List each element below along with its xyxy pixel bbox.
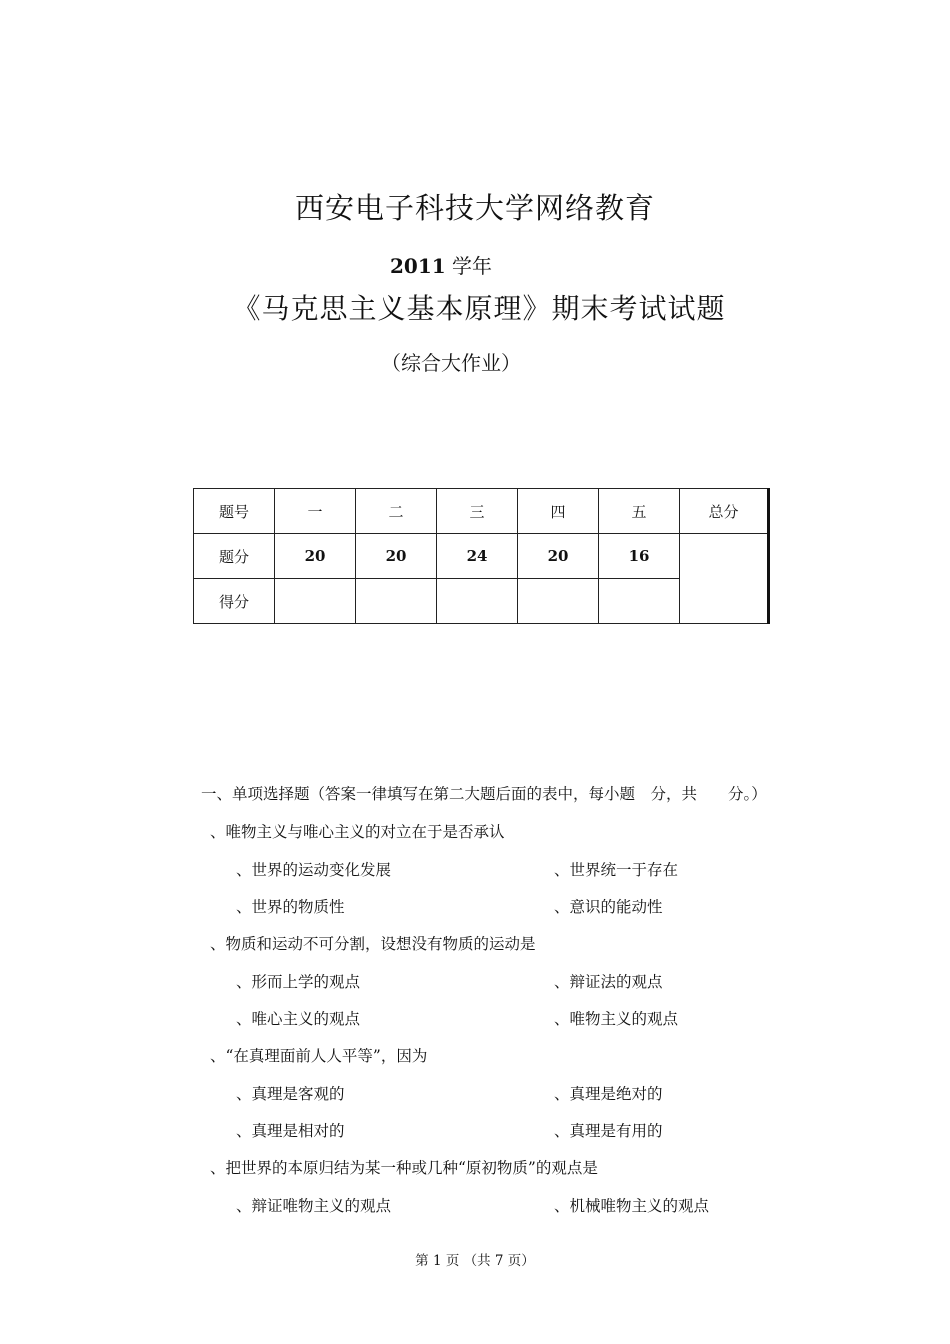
question-option: 、辩证唯物主义的观点: [236, 1197, 392, 1215]
header-cell-5: 五: [599, 489, 680, 534]
question-option: 、真理是绝对的: [554, 1085, 663, 1103]
earned-cell-5[interactable]: [599, 579, 680, 624]
earned-cell-3[interactable]: [437, 579, 518, 624]
question-option: 、唯物主义的观点: [554, 1010, 679, 1028]
header-cell-total: 总分: [680, 489, 769, 534]
school-title: 西安电子科技大学网络教育: [294, 191, 655, 225]
question-stem: 、“在真理面前人人平等”，因为: [210, 1047, 428, 1065]
score-table: [193, 488, 770, 624]
header-cell-4: 四: [518, 489, 599, 534]
question-option: 、真理是相对的: [236, 1122, 345, 1140]
points-cell-4: 20: [518, 534, 599, 579]
score-table-points-row: [194, 534, 769, 579]
question-option: 、真理是有用的: [554, 1122, 663, 1140]
earned-cell-4[interactable]: [518, 579, 599, 624]
earned-label: 得分: [194, 579, 275, 624]
header-cell-question-number: 题号: [194, 489, 275, 534]
question-option: 、形而上学的观点: [236, 973, 361, 991]
header-cell-1: 一: [275, 489, 356, 534]
question-option: 、真理是客观的: [236, 1085, 345, 1103]
question-option: 、辩证法的观点: [554, 973, 663, 991]
question-option: 、机械唯物主义的观点: [554, 1197, 710, 1215]
earned-cell-1[interactable]: [275, 579, 356, 624]
question-option: 、意识的能动性: [554, 898, 663, 916]
points-cell-1: 20: [275, 534, 356, 579]
header-cell-3: 三: [437, 489, 518, 534]
header-cell-2: 二: [356, 489, 437, 534]
page-footer: 第 1 页 （共 7 页）: [415, 1253, 535, 1269]
earned-cell-2[interactable]: [356, 579, 437, 624]
question-option: 、世界的物质性: [236, 898, 345, 916]
question-stem: 、把世界的本原归结为某一种或几种“原初物质”的观点是: [210, 1159, 598, 1177]
section-heading: 一、单项选择题（答案一律填写在第二大题后面的表中，每小题 分，共 分。）: [201, 785, 767, 803]
total-score-cell[interactable]: [680, 534, 769, 624]
question-stem: 、唯物主义与唯心主义的对立在于是否承认: [210, 823, 505, 841]
points-cell-2: 20: [356, 534, 437, 579]
year-suffix: 学年: [445, 254, 493, 278]
points-label: 题分: [194, 534, 275, 579]
score-table-header-row: [194, 489, 769, 534]
question-option: 、唯心主义的观点: [236, 1010, 361, 1028]
exam-subtitle: （综合大作业）: [381, 351, 521, 375]
exam-title: 《马克思主义基本原理》期末考试试题: [232, 292, 726, 325]
academic-year: [390, 250, 492, 279]
points-cell-5: 16: [599, 534, 680, 579]
points-cell-3: 24: [437, 534, 518, 579]
question-option: 、世界统一于存在: [554, 861, 679, 879]
question-option: 、世界的运动变化发展: [236, 861, 392, 879]
question-stem: 、物质和运动不可分割，设想没有物质的运动是: [210, 935, 536, 953]
year-number: 2011: [390, 254, 446, 278]
